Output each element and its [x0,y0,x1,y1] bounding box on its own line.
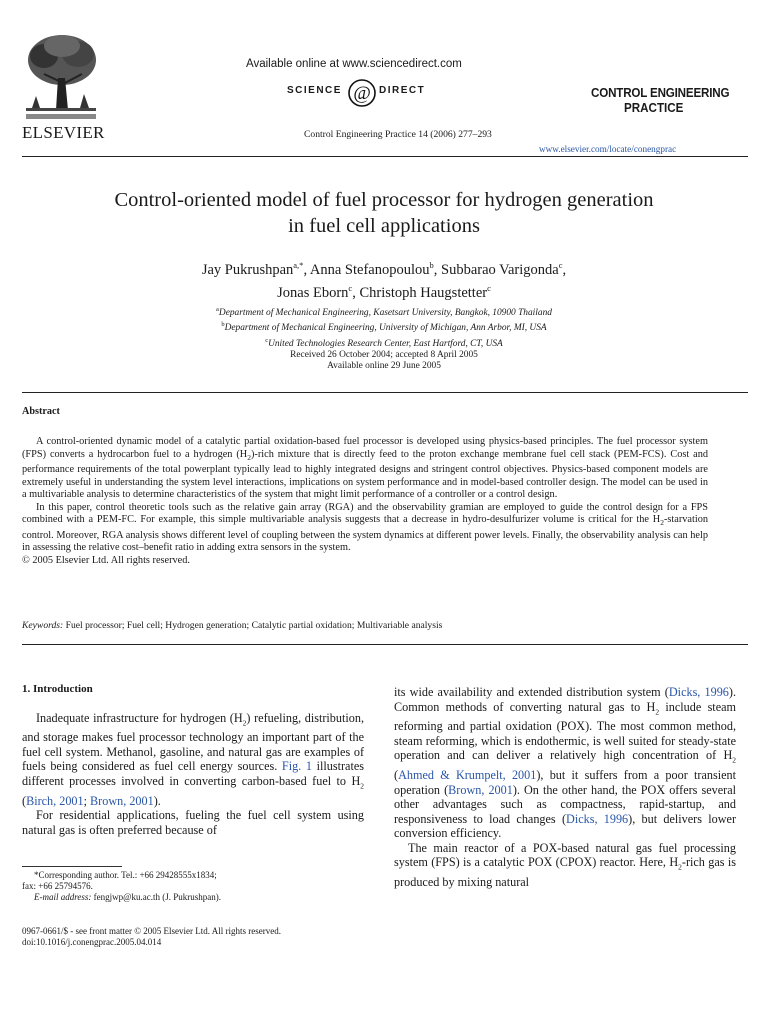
affiliation-sup: a [216,306,219,313]
citation-link[interactable]: Dicks, 1996 [566,811,629,826]
author-affil-sup: c [558,260,563,270]
author-affil-sup: c [348,283,353,294]
section-heading: 1. Introduction [22,683,93,695]
affiliation-item [40,335,728,350]
sciencedirect-at-glyph: @ [353,83,371,104]
journal-url-link[interactable]: www.elsevier.com/locate/conengprac [539,144,677,154]
footnote-email [22,892,364,903]
right-column [394,685,736,890]
abstract-top-divider [22,392,748,393]
affiliation-sup: b [221,321,225,329]
title-line-2: in fuel cell applications [288,215,480,237]
body-paragraph: For residential applications, fueling the fuel cell system using natural gas is often preferred because of [22,808,364,837]
figure-link[interactable]: Fig. 1 [281,759,312,774]
affiliations [40,304,728,350]
paper-title [40,187,728,239]
author-separator: , [352,285,360,302]
keywords-label: Keywords: [22,620,64,631]
affiliation-text: United Technologies Research Center, East Hartford, CT, USA [268,338,503,349]
footnote-fax: fax: +66 25794576. [22,881,93,892]
abstract-body [22,436,708,567]
author-separator: , [562,261,567,278]
elsevier-tree-logo [22,30,100,128]
available-online-text: Available online at www.sciencedirect.com [246,58,462,70]
email-value: fengjwp@ku.ac.th (J. Pukrushpan). [91,892,221,903]
publisher-logo-text: ELSEVIER [22,123,105,142]
author-name: Christoph Haugstetter [359,285,488,302]
author-separator: , [303,261,310,278]
citation-link[interactable]: Brown, 2001 [448,782,513,797]
author-affil-sup: a,* [293,260,304,270]
footnote-rule [22,866,122,867]
author-name: Jonas Eborn [277,285,349,302]
keywords [22,620,722,631]
sciencedirect-logo-right: DIRECT [379,85,426,96]
available-date: Available online 29 June 2005 [327,361,441,372]
citation-link[interactable]: Dicks, 1996 [668,685,729,699]
journal-citation: Control Engineering Practice 14 (2006) 277–293 [304,129,492,140]
abstract-heading: Abstract [22,406,60,417]
doi-text: doi:10.1016/j.conengprac.2005.04.014 [22,937,162,948]
abstract-paragraph: In this paper, control theoretic tools such as the relative gain array (RGA) and the observability gramian are employed to guide the control design for a FPS combined with a PEM-FC. For example, this simple multivariable analysis suggests that a decrease in hydro-desulfurizer volume is critical for the $H_2$-starvation control. Moreover, RGA analysis shows different level of coupling between the system dynamics at different power levels. Finally, the observability analysis can help in assessing the relative cost–benefit ratio in adding extra sensors in the system. [22,501,708,554]
affiliation-item [40,319,728,334]
author-name: Subbarao Varigonda [441,261,559,278]
sciencedirect-logo [287,78,443,108]
sciencedirect-at-icon [347,78,377,108]
affiliation-sup: c [265,336,269,344]
author-list [40,256,728,303]
author-affil-sup: b [429,260,434,270]
email-label: E-mail address: [34,892,92,903]
author-name: Anna Stefanopoulou [309,261,430,278]
abstract-copyright: © 2005 Elsevier Ltd. All rights reserved. [22,554,190,566]
title-line-1: Control-oriented model of fuel processor for hydrogen generation [114,189,654,211]
citation-link[interactable]: Ahmed & Krumpelt, 2001 [398,768,537,783]
affiliation-text: Department of Mechanical Engineering, University of Michigan, Ann Arbor, MI, USA [224,323,547,334]
body-paragraph: The main reactor of a POX-based natural gas fuel processing system (FPS) is a catalytic POX (CPOX) reactor. Here, $H_2$-rich gas is produced by mixing natural [394,840,736,890]
journal-name-line1: CONTROL ENGINEERING [591,86,730,100]
article-dates [40,350,728,372]
body-paragraph: Inadequate infrastructure for hydrogen $(H_2)$ refueling, distribution, and storage makes fuel processor technology an important part of the fuel cell system. Methanol, gasoline, and natural gas are examples of fuels being considered as fuel cell energy sources. Fig. 1 illustrates different processes involved in converting carbon-based fuel to $H_2$ (Birch, 2001; Brown, 2001). [22,710,364,808]
affiliation-item [40,304,728,319]
body-top-divider [22,644,748,645]
journal-name-line2: PRACTICE [624,101,684,115]
front-matter [22,926,402,948]
author-affil-sup: c [487,283,491,294]
keywords-text: Fuel processor; Fuel cell; Hydrogen generation; Catalytic partial oxidation; Multivariable analysis [65,620,443,631]
sciencedirect-logo-left: SCIENCE [287,85,342,96]
author-name: Jay Pukrushpan [201,261,294,278]
abstract-paragraph: A control-oriented dynamic model of a catalytic partial oxidation-based fuel processor is developed using physics-based principles. The fuel processor system (FPS) converts a hydrocarbon fuel to a hydrogen $(H_2)$-rich mixture that is directly feed to the proton exchange membrane fuel cell stack (PEM-FCS). Cost and performance requirements of the total powerplant typically lead to highly integrated designs and stringent control objectives. Physics-based component models are extremely useful in understanding the system level interactions, implications on system performance and in model-based controller design. The model can be used in a multivariable analysis to determine characteristics of the system that might limit performance of a controller or a control design. [22,436,708,501]
header-divider [22,156,748,157]
footnotes [22,870,364,904]
citation-link[interactable]: Brown, 2001 [90,793,154,808]
left-column [22,685,364,837]
affiliation-text: Department of Mechanical Engineering, Kasetsart University, Bangkok, 10900 Thailand [218,308,552,319]
front-matter-copyright: 0967-0661/$ - see front matter © 2005 Elsevier Ltd. All rights reserved. [22,926,282,936]
body-paragraph: its wide availability and extended distribution system (Dicks, 1996). Common methods of converting natural gas to $H_2$ include steam reforming and partial oxidation (POX). The most common method, steam reforming, which is endothermic, is well suited for steady-state operation and can deliver a relatively high concentration of $H_2$ (Ahmed & Krumpelt, 2001), but it suffers from a poor transient operation (Brown, 2001). On the other hand, the POX offers several other advantages such as compactness, rapid-startup, and responsiveness to load changes (Dicks, 1996), but delivers lower conversion efficiency. [394,685,737,841]
footnote-corresponding: *Corresponding author. Tel.: +66 29428555x1834; [34,870,217,880]
citation-link[interactable]: Birch, 2001 [26,793,84,808]
received-date: Received 26 October 2004; accepted 8 April 2005 [290,350,478,360]
author-separator: , [433,261,441,278]
